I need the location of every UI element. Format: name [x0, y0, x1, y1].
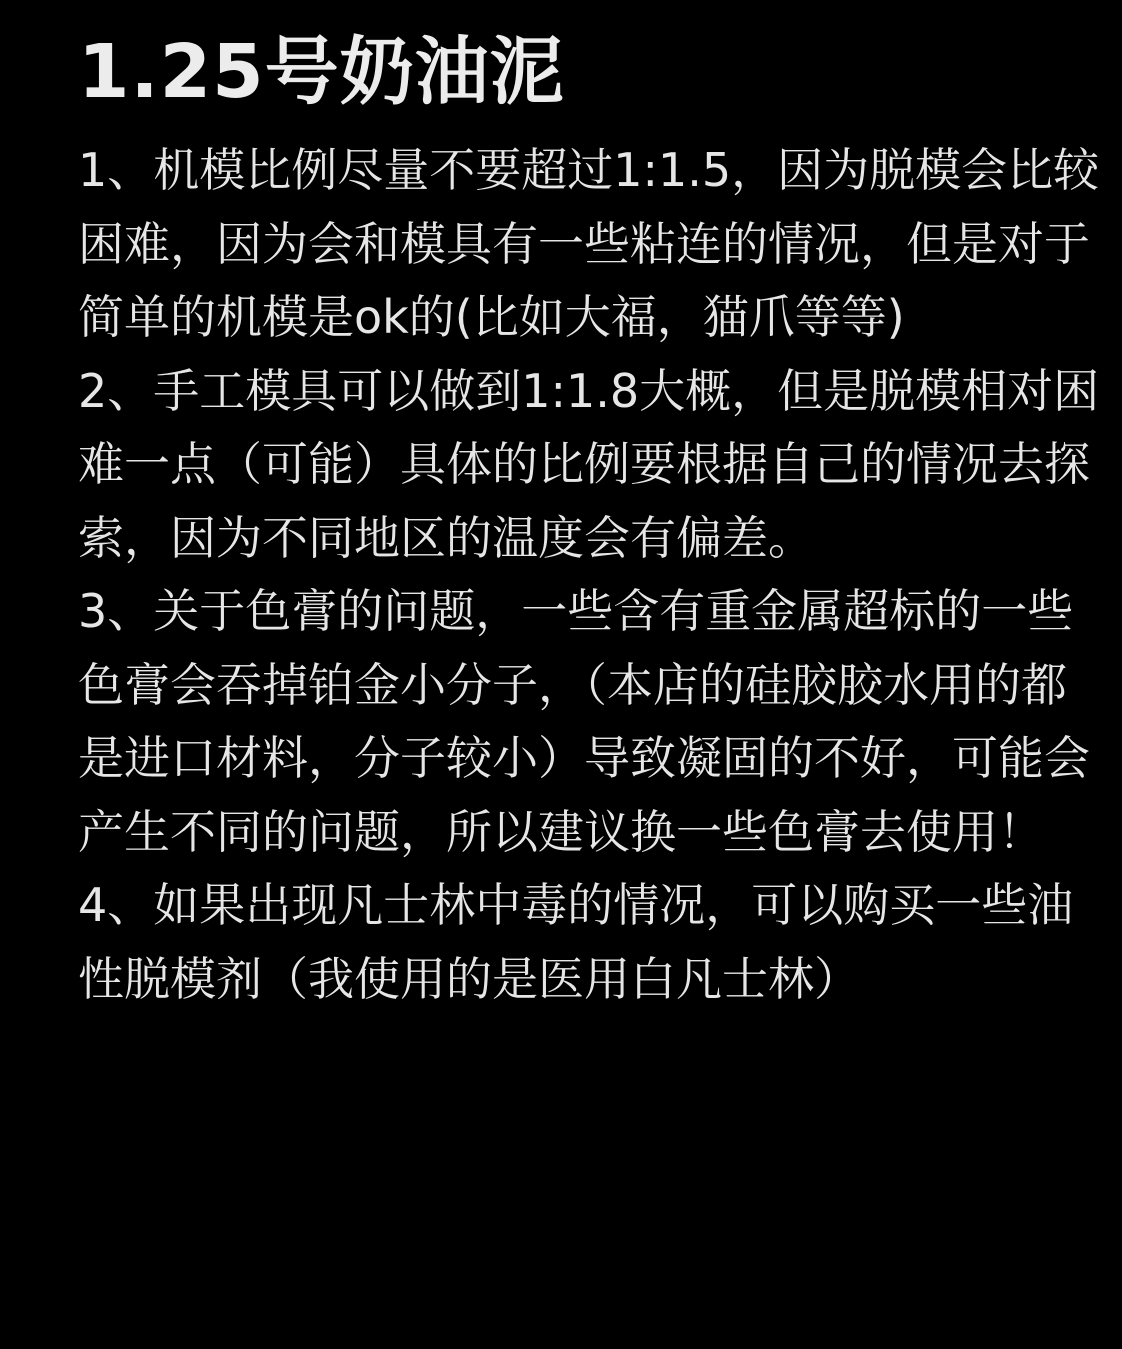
note-paragraph-1: 1、机模比例尽量不要超过1:1.5，因为脱模会比较困难，因为会和模具有一些粘连的情况，但是对于简单的机模是ok的(比如大福，猫爪等等) — [78, 143, 1100, 344]
note-paragraph-2: 2、手工模具可以做到1:1.8大概，但是脱模相对困难一点（可能）具体的比例要根据自己的情况去探索，因为不同地区的温度会有偏差。 — [78, 363, 1100, 565]
note-title: 1.25号奶油泥 — [78, 29, 565, 115]
note-content — [78, 22, 1108, 1016]
note-body — [78, 134, 1108, 1016]
note-paragraph-4: 4、如果出现凡士林中毒的情况，可以购买一些油性脱模剂（我使用的是医用白凡士林） — [78, 878, 1074, 1006]
note-paragraph-3: 3、关于色膏的问题，一些含有重金属超标的一些色膏会吞掉铂金小分子，（本店的硅胶胶水用的都是进口材料，分子较小）导致凝固的不好，可能会产生不同的问题，所以建议换一些色膏去使用！ — [78, 584, 1090, 859]
